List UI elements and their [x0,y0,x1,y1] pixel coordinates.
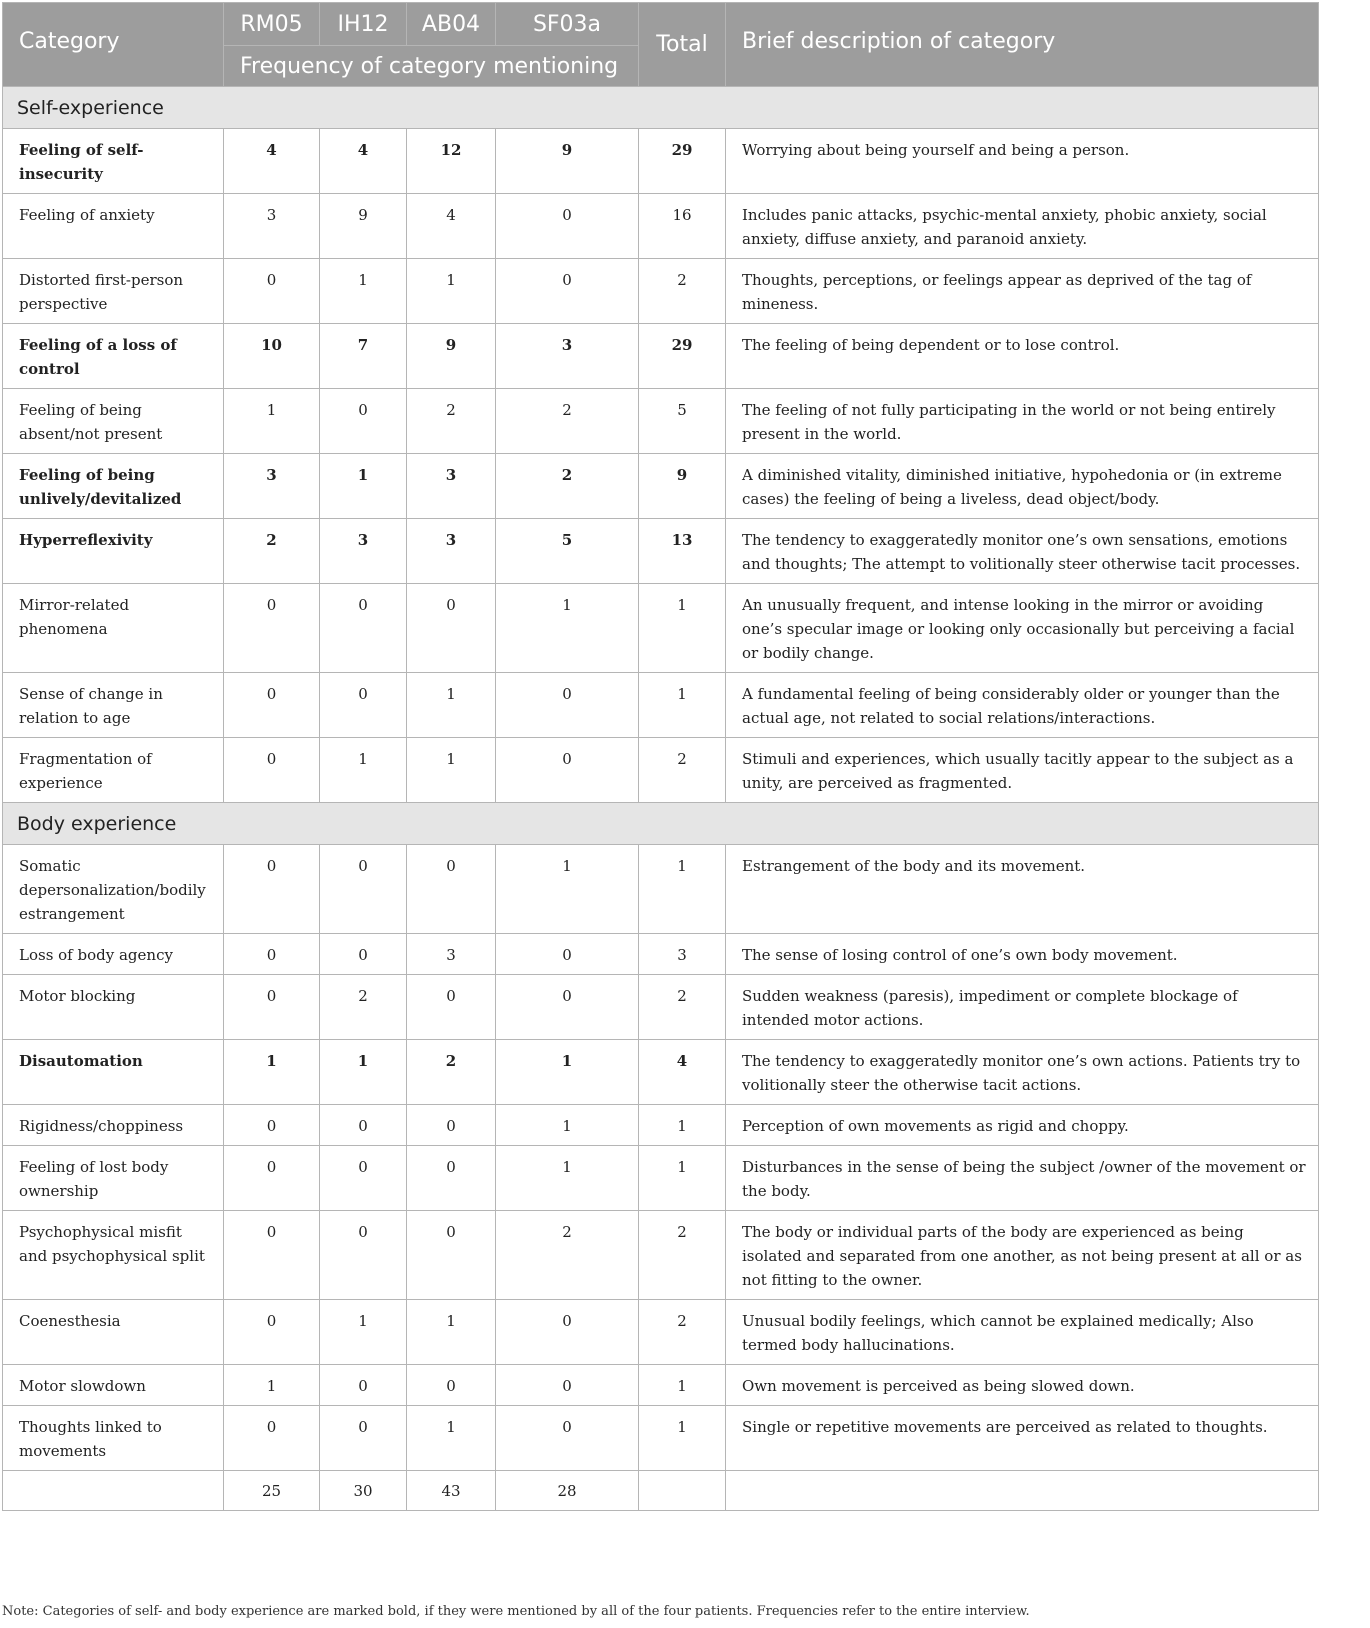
frequency-cell-ih12: 0 [320,1105,407,1146]
table-row [3,194,1319,259]
frequency-cell-ih12: 0 [320,389,407,454]
frequency-cell-ih12: 7 [320,324,407,389]
table-row [3,454,1319,519]
frequency-cell-rm05: 1 [224,1365,320,1406]
frequency-table [2,2,1319,1511]
column-total-ab04: 43 [407,1471,496,1511]
frequency-cell-ab04: 0 [407,1365,496,1406]
column-total-ih12: 30 [320,1471,407,1511]
frequency-cell-ih12: 0 [320,1211,407,1300]
frequency-cell-rm05: 2 [224,519,320,584]
table-row [3,934,1319,975]
table-row [3,259,1319,324]
frequency-cell-sf03a: 0 [496,1406,639,1471]
category-cell: Distorted first-person perspective [3,259,224,324]
frequency-cell-rm05: 10 [224,324,320,389]
frequency-cell-ab04: 1 [407,1406,496,1471]
category-cell: Sense of change in relation to age [3,673,224,738]
category-cell: Feeling of being absent/not present [3,389,224,454]
description-cell: An unusually frequent, and intense looking in the mirror or avoiding one’s specular image or looking only occasionally but perceiving a facial or bodily change. [726,584,1319,673]
total-cell: 1 [639,1406,726,1471]
header-total: Total [639,3,726,87]
table-note: Note: Categories of self- and body experience are marked bold, if they were mentioned by all of the four patients. Frequencies refer to the entire interview. [2,1604,1030,1619]
header-description: Brief description of category [726,3,1319,87]
frequency-cell-ab04: 0 [407,584,496,673]
frequency-cell-ab04: 1 [407,259,496,324]
column-total-sf03a: 28 [496,1471,639,1511]
frequency-cell-ih12: 2 [320,975,407,1040]
frequency-cell-ab04: 0 [407,845,496,934]
description-cell: Perception of own movements as rigid and choppy. [726,1105,1319,1146]
frequency-cell-sf03a: 0 [496,738,639,803]
frequency-cell-sf03a: 2 [496,389,639,454]
frequency-cell-rm05: 1 [224,389,320,454]
frequency-cell-ih12: 0 [320,1146,407,1211]
category-cell: Thoughts linked to movements [3,1406,224,1471]
frequency-cell-ih12: 0 [320,1365,407,1406]
description-cell: Stimuli and experiences, which usually tacitly appear to the subject as a unity, are perceived as fragmented. [726,738,1319,803]
frequency-cell-rm05: 0 [224,934,320,975]
table-body [3,87,1319,1511]
frequency-cell-ab04: 3 [407,934,496,975]
frequency-cell-ih12: 0 [320,673,407,738]
totals-empty-description [726,1471,1319,1511]
frequency-cell-rm05: 0 [224,1300,320,1365]
header-patient-ab04: AB04 [407,3,496,46]
category-cell: Mirror-related phenomena [3,584,224,673]
description-cell: The body or individual parts of the body are experienced as being isolated and separated from one another, as not being present at all or as not fitting to the owner. [726,1211,1319,1300]
frequency-cell-ih12: 1 [320,1040,407,1105]
total-cell: 4 [639,1040,726,1105]
description-cell: A diminished vitality, diminished initiative, hypohedonia or (in extreme cases) the feeling of being a liveless, dead object/body. [726,454,1319,519]
frequency-cell-ih12: 4 [320,129,407,194]
total-cell: 3 [639,934,726,975]
header-patient-rm05: RM05 [224,3,320,46]
frequency-cell-sf03a: 1 [496,845,639,934]
category-cell: Rigidness/choppiness [3,1105,224,1146]
frequency-table-container [2,2,1318,1511]
frequency-cell-ab04: 1 [407,673,496,738]
frequency-cell-rm05: 0 [224,1406,320,1471]
frequency-cell-ih12: 9 [320,194,407,259]
category-cell: Motor blocking [3,975,224,1040]
table-row [3,129,1319,194]
frequency-cell-sf03a: 3 [496,324,639,389]
frequency-cell-rm05: 3 [224,194,320,259]
frequency-cell-sf03a: 1 [496,584,639,673]
description-cell: Includes panic attacks, psychic-mental anxiety, phobic anxiety, social anxiety, diffuse anxiety, and paranoid anxiety. [726,194,1319,259]
frequency-cell-rm05: 0 [224,259,320,324]
frequency-cell-sf03a: 2 [496,454,639,519]
section-title: Self-experience [3,87,1319,129]
totals-row [3,1471,1319,1511]
frequency-cell-ab04: 12 [407,129,496,194]
category-cell: Feeling of self-insecurity [3,129,224,194]
frequency-cell-ab04: 0 [407,975,496,1040]
totals-empty-total [639,1471,726,1511]
description-cell: The feeling of being dependent or to lose control. [726,324,1319,389]
category-cell: Feeling of lost body ownership [3,1146,224,1211]
frequency-cell-sf03a: 0 [496,1300,639,1365]
description-cell: Estrangement of the body and its movement. [726,845,1319,934]
table-row [3,1146,1319,1211]
frequency-cell-ih12: 3 [320,519,407,584]
frequency-cell-ih12: 1 [320,259,407,324]
frequency-cell-sf03a: 1 [496,1040,639,1105]
table-row [3,1040,1319,1105]
frequency-cell-ih12: 0 [320,845,407,934]
frequency-cell-ih12: 0 [320,934,407,975]
header-patient-sf03a: SF03a [496,3,639,46]
category-cell: Hyperreflexivity [3,519,224,584]
header-category: Category [3,3,224,87]
totals-label-cell [3,1471,224,1511]
frequency-cell-ih12: 1 [320,1300,407,1365]
frequency-cell-sf03a: 0 [496,1365,639,1406]
frequency-cell-ih12: 1 [320,454,407,519]
category-cell: Disautomation [3,1040,224,1105]
total-cell: 9 [639,454,726,519]
section-title: Body experience [3,803,1319,845]
total-cell: 29 [639,129,726,194]
frequency-cell-sf03a: 0 [496,673,639,738]
table-row [3,1211,1319,1300]
total-cell: 2 [639,1211,726,1300]
description-cell: Own movement is perceived as being slowed down. [726,1365,1319,1406]
description-cell: The tendency to exaggeratedly monitor one’s own actions. Patients try to volitionally steer the otherwise tacit actions. [726,1040,1319,1105]
total-cell: 1 [639,1365,726,1406]
frequency-cell-rm05: 0 [224,1105,320,1146]
description-cell: The feeling of not fully participating in the world or not being entirely present in the world. [726,389,1319,454]
frequency-cell-rm05: 0 [224,738,320,803]
total-cell: 2 [639,259,726,324]
category-cell: Psychophysical misfit and psychophysical split [3,1211,224,1300]
table-row [3,673,1319,738]
frequency-cell-rm05: 0 [224,584,320,673]
description-cell: A fundamental feeling of being considerably older or younger than the actual age, not related to social relations/interactions. [726,673,1319,738]
frequency-cell-sf03a: 0 [496,934,639,975]
category-cell: Feeling of being unlively/devitalized [3,454,224,519]
frequency-cell-ih12: 0 [320,1406,407,1471]
section-row [3,87,1319,129]
total-cell: 2 [639,975,726,1040]
total-cell: 13 [639,519,726,584]
total-cell: 2 [639,738,726,803]
total-cell: 1 [639,584,726,673]
description-cell: Unusual bodily feelings, which cannot be explained medically; Also termed body hallucinations. [726,1300,1319,1365]
frequency-cell-rm05: 1 [224,1040,320,1105]
table-row [3,845,1319,934]
header-frequency: Frequency of category mentioning [224,46,639,87]
frequency-cell-rm05: 0 [224,845,320,934]
frequency-cell-rm05: 4 [224,129,320,194]
description-cell: The sense of losing control of one’s own body movement. [726,934,1319,975]
frequency-cell-sf03a: 0 [496,975,639,1040]
table-row [3,975,1319,1040]
frequency-cell-ab04: 3 [407,519,496,584]
description-cell: Worrying about being yourself and being a person. [726,129,1319,194]
frequency-cell-ab04: 1 [407,1300,496,1365]
frequency-cell-sf03a: 5 [496,519,639,584]
table-row [3,1406,1319,1471]
table-row [3,584,1319,673]
total-cell: 16 [639,194,726,259]
frequency-cell-rm05: 0 [224,673,320,738]
total-cell: 1 [639,1146,726,1211]
frequency-cell-ab04: 2 [407,389,496,454]
category-cell: Motor slowdown [3,1365,224,1406]
frequency-cell-sf03a: 0 [496,259,639,324]
column-total-rm05: 25 [224,1471,320,1511]
frequency-cell-ih12: 1 [320,738,407,803]
frequency-cell-rm05: 0 [224,1211,320,1300]
table-row [3,738,1319,803]
total-cell: 1 [639,673,726,738]
frequency-cell-rm05: 0 [224,1146,320,1211]
description-cell: Single or repetitive movements are perceived as related to thoughts. [726,1406,1319,1471]
frequency-cell-ab04: 0 [407,1211,496,1300]
frequency-cell-ab04: 9 [407,324,496,389]
table-row [3,519,1319,584]
frequency-cell-sf03a: 1 [496,1105,639,1146]
table-row [3,1105,1319,1146]
table-header [3,3,1319,87]
frequency-cell-sf03a: 2 [496,1211,639,1300]
frequency-cell-ab04: 0 [407,1146,496,1211]
frequency-cell-sf03a: 1 [496,1146,639,1211]
description-cell: Sudden weakness (paresis), impediment or complete blockage of intended motor actions. [726,975,1319,1040]
description-cell: Disturbances in the sense of being the subject /owner of the movement or the body. [726,1146,1319,1211]
frequency-cell-ih12: 0 [320,584,407,673]
table-row [3,389,1319,454]
category-cell: Somatic depersonalization/bodily estrangement [3,845,224,934]
frequency-cell-sf03a: 0 [496,194,639,259]
description-cell: The tendency to exaggeratedly monitor one’s own sensations, emotions and thoughts; The attempt to volitionally steer otherwise tacit processes. [726,519,1319,584]
frequency-cell-ab04: 1 [407,738,496,803]
category-cell: Loss of body agency [3,934,224,975]
frequency-cell-ab04: 4 [407,194,496,259]
total-cell: 5 [639,389,726,454]
frequency-cell-rm05: 0 [224,975,320,1040]
total-cell: 1 [639,1105,726,1146]
frequency-cell-ab04: 0 [407,1105,496,1146]
table-row [3,1365,1319,1406]
category-cell: Feeling of a loss of control [3,324,224,389]
frequency-cell-rm05: 3 [224,454,320,519]
category-cell: Feeling of anxiety [3,194,224,259]
total-cell: 29 [639,324,726,389]
category-cell: Fragmentation of experience [3,738,224,803]
header-patient-ih12: IH12 [320,3,407,46]
table-row [3,1300,1319,1365]
section-row [3,803,1319,845]
category-cell: Coenesthesia [3,1300,224,1365]
frequency-cell-sf03a: 9 [496,129,639,194]
description-cell: Thoughts, perceptions, or feelings appear as deprived of the tag of mineness. [726,259,1319,324]
frequency-cell-ab04: 2 [407,1040,496,1105]
total-cell: 2 [639,1300,726,1365]
table-row [3,324,1319,389]
frequency-cell-ab04: 3 [407,454,496,519]
total-cell: 1 [639,845,726,934]
